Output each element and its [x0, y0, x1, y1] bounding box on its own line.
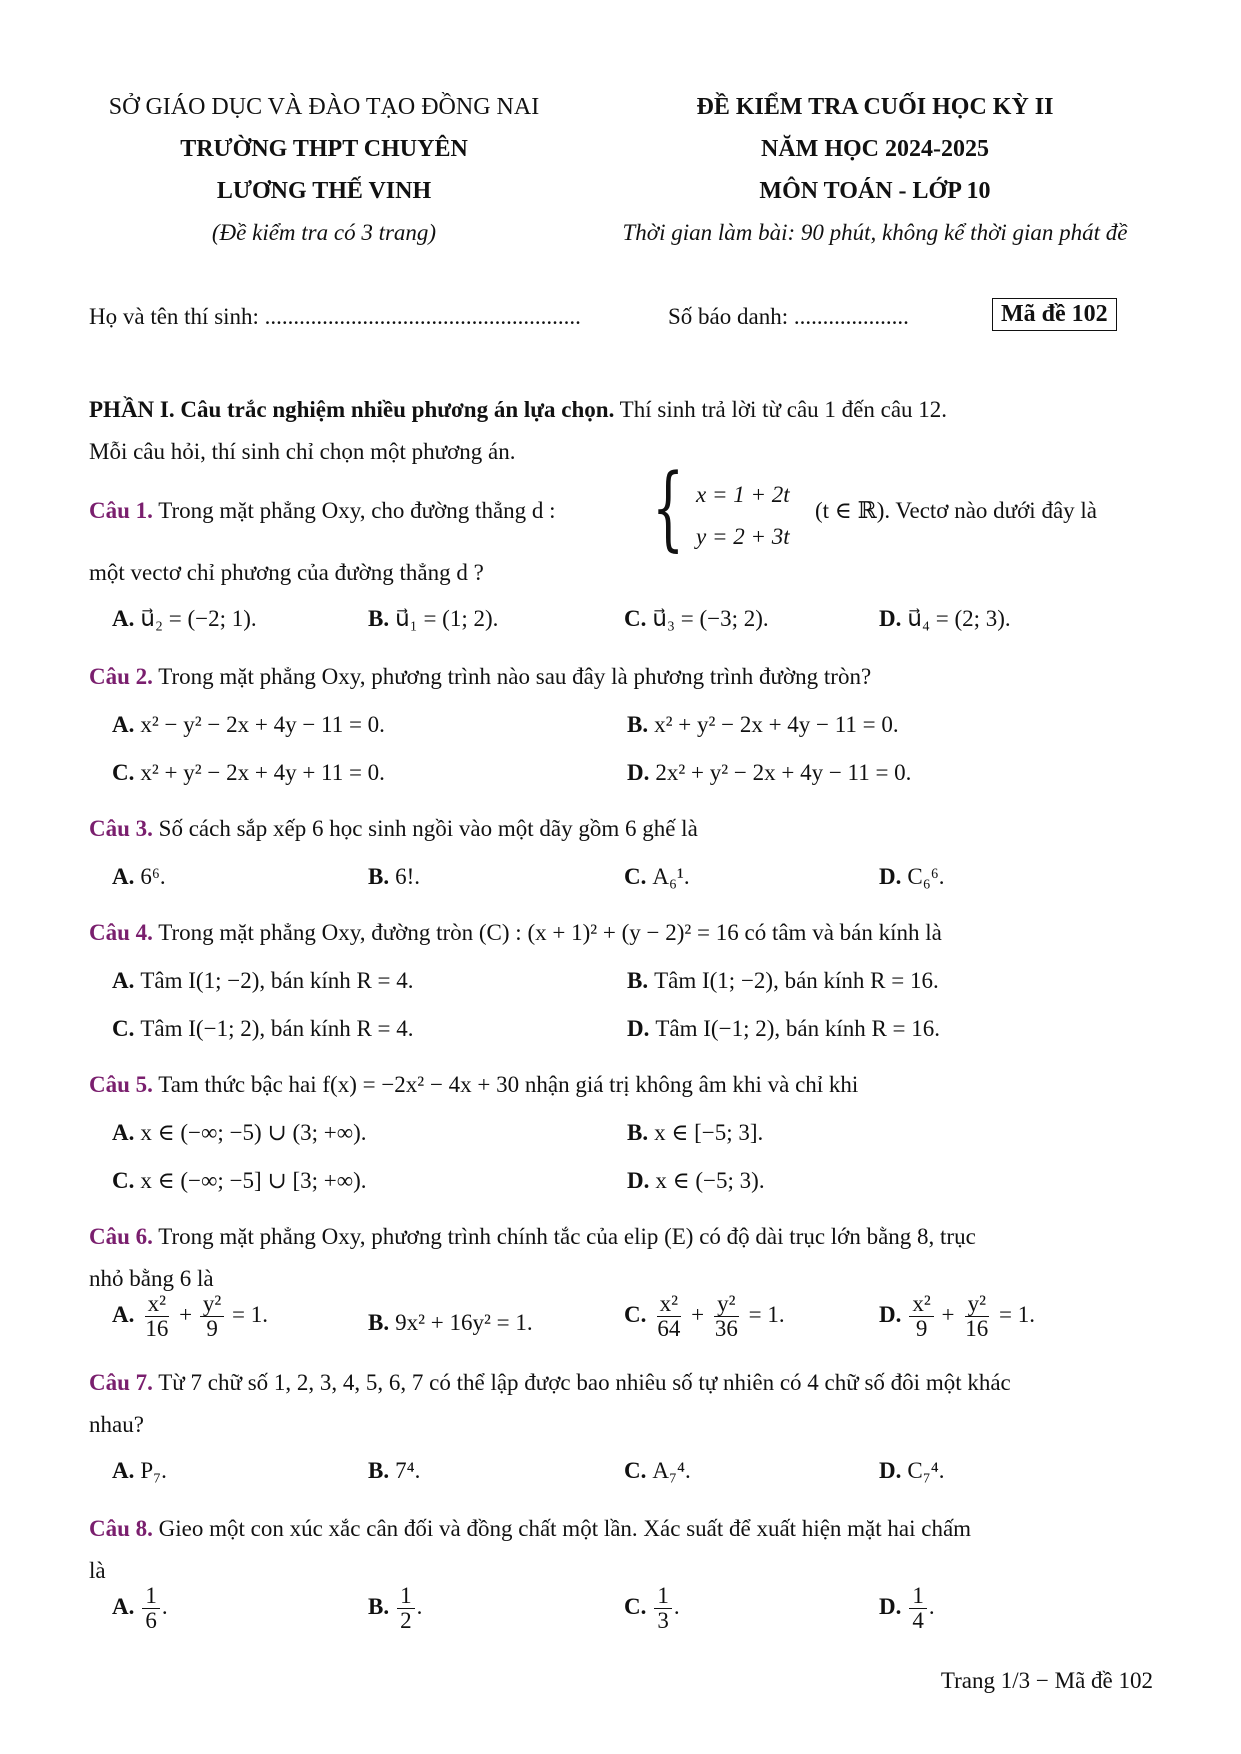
fraction-numerator: y² — [714, 1292, 738, 1317]
q3-stem — [89, 816, 698, 842]
q1-option-c: C. u⃗₃ = (−3; 2). — [624, 606, 769, 631]
q7-c-text: A₇⁴. — [652, 1458, 691, 1483]
q5-a-text: x ∈ (−∞; −5) ∪ (3; +∞). — [140, 1120, 367, 1145]
q7-option-a: A. P₇. — [112, 1458, 167, 1483]
fraction-denominator: 9 — [915, 1316, 928, 1342]
school-name-line1: TRƯỜNG THPT CHUYÊN — [180, 136, 468, 162]
q3-option-d: D. C₆⁶. — [879, 864, 945, 889]
q6-option-d: D. $\frac{\text{x²}}{9}$ + $\frac{\text{y²}}{16}$ = 1. — [879, 1291, 1035, 1342]
q4-option-a: A. Tâm I(1; −2), bán kính R = 4. — [112, 968, 414, 993]
q3-b-text: 6!. — [395, 864, 421, 889]
page-footer: Trang 1/3 − Mã đề 102 — [940, 1668, 1153, 1693]
q7-option-b: B. 7⁴. — [368, 1458, 421, 1483]
q8-option-b: B. $\frac{1}{2}$ . — [368, 1583, 423, 1634]
fraction-numerator: x² — [657, 1292, 681, 1317]
q7-label: Câu 7. — [89, 1370, 153, 1395]
fraction-denominator: 6 — [145, 1608, 157, 1634]
q8-text: Gieo một con xúc xắc cân đối và đồng chất một lần. Xác suất để xuất hiện mặt hai chấm — [158, 1516, 972, 1541]
q8-option-a: A. $\frac{1}{6}$ . — [112, 1583, 168, 1634]
q1-label: Câu 1. — [89, 498, 153, 523]
q4-d-text: Tâm I(−1; 2), bán kính R = 16. — [655, 1016, 941, 1041]
part1-intro: Thí sinh trả lời từ câu 1 đến câu 12. — [614, 397, 948, 422]
q7-a-text: P₇. — [140, 1458, 167, 1483]
q3-option-a: A. 6⁶. — [112, 864, 166, 889]
exam-code-box: Mã đề 102 — [992, 298, 1117, 331]
q6-option-c: C. $\frac{\text{x²}}{64}$ + $\frac{\text{y²}}{36}$ = 1. — [624, 1291, 785, 1342]
q3-option-b: B. 6!. — [368, 864, 421, 889]
q3-d-text: C₆⁶. — [907, 864, 945, 889]
subject: MÔN TOÁN - LỚP 10 — [759, 178, 991, 204]
q6-option-a: A. $\frac{\text{x²}}{16}$ + $\frac{\text{y²}}{9}$ = 1. — [112, 1291, 268, 1342]
q1-eq2: y = 2 + 3t — [696, 524, 790, 549]
q1-stem-line2: một vectơ chỉ phương của đường thẳng d ? — [89, 560, 484, 585]
q4-text: Trong mặt phẳng Oxy, đường tròn (C) : (x + 1)² + (y − 2)² = 16 có tâm và bán kính là — [158, 920, 942, 945]
student-name-label: Họ và tên thí sinh: ....................................................... — [89, 304, 581, 329]
equation-tail: = 1. — [999, 1301, 1035, 1327]
q8-stem-line2: là — [89, 1558, 106, 1583]
q4-option-b: B. Tâm I(1; −2), bán kính R = 16. — [627, 968, 939, 993]
q5-stem — [89, 1072, 858, 1098]
q1-brace: { — [652, 454, 685, 561]
q7-text: Từ 7 chữ số 1, 2, 3, 4, 5, 6, 7 có thể lập được bao nhiêu số tự nhiên có 4 chữ số đôi một khác — [158, 1370, 1011, 1395]
q3-option-c: C. A₆¹. — [624, 864, 690, 889]
fraction-denominator: 9 — [206, 1316, 218, 1342]
fraction-denominator: 4 — [912, 1608, 924, 1634]
fraction-denominator: 36 — [714, 1316, 738, 1342]
school-name-line2: LƯƠNG THẾ VINH — [216, 178, 432, 204]
q4-a-text: Tâm I(1; −2), bán kính R = 4. — [140, 968, 414, 993]
q2-stem — [89, 664, 871, 690]
q3-label: Câu 3. — [89, 816, 153, 841]
q4-option-c: C. Tâm I(−1; 2), bán kính R = 4. — [112, 1016, 414, 1041]
equation-tail: = 1. — [232, 1301, 268, 1327]
q5-option-c: C. x ∈ (−∞; −5] ∪ [3; +∞). — [112, 1168, 367, 1193]
q1-stem — [89, 498, 556, 524]
q2-a-text: x² − y² − 2x + 4y − 11 = 0. — [140, 712, 385, 737]
q6-stem-line2: nhỏ bằng 6 là — [89, 1266, 214, 1291]
q4-b-text: Tâm I(1; −2), bán kính R = 16. — [654, 968, 939, 993]
q1-text: Trong mặt phẳng Oxy, cho đường thẳng d : — [158, 498, 556, 523]
part1-heading — [89, 394, 1153, 426]
fraction-numerator: 1 — [909, 1584, 927, 1609]
q8-option-d: D. $\frac{1}{4}$ . — [879, 1583, 935, 1634]
fraction-numerator: x² — [145, 1292, 169, 1317]
q5-text: Tam thức bậc hai f(x) = −2x² − 4x + 30 nhận giá trị không âm khi và chỉ khi — [158, 1072, 859, 1097]
q2-text: Trong mặt phẳng Oxy, phương trình nào sau đây là phương trình đường tròn? — [158, 664, 872, 689]
q2-d-text: 2x² + y² − 2x + 4y − 11 = 0. — [655, 760, 912, 785]
q2-b-text: x² + y² − 2x + 4y − 11 = 0. — [654, 712, 899, 737]
q1-eq1: x = 1 + 2t — [696, 482, 790, 507]
q1-option-b: B. u⃗₁ = (1; 2). — [368, 606, 499, 631]
q5-b-text: x ∈ [−5; 3]. — [654, 1120, 764, 1145]
fraction-numerator: 1 — [654, 1584, 672, 1609]
fraction-denominator: 64 — [657, 1316, 681, 1342]
student-id-label: Số báo danh: .................... — [668, 304, 909, 329]
q5-option-b: B. x ∈ [−5; 3]. — [627, 1120, 764, 1145]
q6-stem — [89, 1224, 976, 1250]
equation-tail: = 1. — [748, 1301, 785, 1327]
fraction-numerator: 1 — [397, 1584, 415, 1609]
q1-b-text: u⃗₁ = (1; 2). — [395, 606, 499, 631]
q6-text: Trong mặt phẳng Oxy, phương trình chính tắc của elip (E) có độ dài trục lớn bằng 8, trục — [158, 1224, 976, 1249]
q4-option-d: D. Tâm I(−1; 2), bán kính R = 16. — [627, 1016, 941, 1041]
q2-option-d: D. 2x² + y² − 2x + 4y − 11 = 0. — [627, 760, 912, 785]
q5-option-a: A. x ∈ (−∞; −5) ∪ (3; +∞). — [112, 1120, 367, 1145]
q7-stem-line2: nhau? — [89, 1412, 144, 1437]
part1-title: PHẦN I. Câu trắc nghiệm nhiều phương án lựa chọn. — [89, 397, 615, 422]
fraction-numerator: 1 — [142, 1584, 160, 1609]
q8-option-c: C. $\frac{1}{3}$ . — [624, 1583, 680, 1634]
q1-option-a: A. u⃗₂ = (−2; 1). — [112, 606, 257, 631]
q7-stem — [89, 1370, 1011, 1396]
school-year: NĂM HỌC 2024-2025 — [761, 136, 989, 162]
q1-after: (t ∈ ℝ). Vectơ nào dưới đây là — [815, 498, 1097, 523]
q2-option-c: C. x² + y² − 2x + 4y + 11 = 0. — [112, 760, 385, 785]
q1-a-text: u⃗₂ = (−2; 1). — [140, 606, 257, 631]
fraction-denominator: 2 — [400, 1608, 412, 1634]
exam-title: ĐỀ KIỂM TRA CUỐI HỌC KỲ II — [696, 94, 1054, 120]
time-note: Thời gian làm bài: 90 phút, không kể thời gian phát đề — [622, 220, 1128, 245]
department-name: SỞ GIÁO DỤC VÀ ĐÀO TẠO ĐỒNG NAI — [108, 94, 540, 120]
q5-d-text: x ∈ (−5; 3). — [655, 1168, 765, 1193]
fraction-denominator: 16 — [145, 1316, 169, 1342]
q2-c-text: x² + y² − 2x + 4y + 11 = 0. — [140, 760, 385, 785]
q5-c-text: x ∈ (−∞; −5] ∪ [3; +∞). — [140, 1168, 367, 1193]
fraction-numerator: x² — [909, 1292, 933, 1317]
q7-b-text: 7⁴. — [395, 1458, 421, 1483]
q8-stem — [89, 1516, 971, 1542]
q5-label: Câu 5. — [89, 1072, 153, 1097]
q6-option-b: B. 9x² + 16y² = 1. — [368, 1310, 533, 1335]
q7-d-text: C₇⁴. — [907, 1458, 945, 1483]
q4-c-text: Tâm I(−1; 2), bán kính R = 4. — [140, 1016, 414, 1041]
q2-label: Câu 2. — [89, 664, 153, 689]
q7-option-c: C. A₇⁴. — [624, 1458, 691, 1483]
q4-stem — [89, 920, 942, 946]
q2-option-b: B. x² + y² − 2x + 4y − 11 = 0. — [627, 712, 899, 737]
q2-option-a: A. x² − y² − 2x + 4y − 11 = 0. — [112, 712, 385, 737]
q1-c-text: u⃗₃ = (−3; 2). — [652, 606, 769, 631]
q3-c-text: A₆¹. — [652, 864, 690, 889]
q5-option-d: D. x ∈ (−5; 3). — [627, 1168, 765, 1193]
fraction-denominator: 3 — [657, 1608, 669, 1634]
fraction-numerator: y² — [200, 1292, 224, 1317]
fraction-denominator: 16 — [965, 1316, 989, 1342]
q6-label: Câu 6. — [89, 1224, 153, 1249]
q3-a-text: 6⁶. — [140, 864, 166, 889]
q7-option-d: D. C₇⁴. — [879, 1458, 945, 1483]
fraction-numerator: y² — [965, 1292, 989, 1317]
q6-b-text: 9x² + 16y² = 1. — [395, 1310, 533, 1335]
q3-text: Số cách sắp xếp 6 học sinh ngồi vào một dãy gồm 6 ghế là — [158, 816, 698, 841]
q8-label: Câu 8. — [89, 1516, 153, 1541]
q4-label: Câu 4. — [89, 920, 153, 945]
page-count-note: (Đề kiểm tra có 3 trang) — [211, 220, 437, 245]
q1-option-d: D. u⃗₄ = (2; 3). — [879, 606, 1011, 631]
q1-d-text: u⃗₄ = (2; 3). — [907, 606, 1011, 631]
part1-intro-line2: Mỗi câu hỏi, thí sinh chỉ chọn một phương án. — [89, 439, 516, 464]
